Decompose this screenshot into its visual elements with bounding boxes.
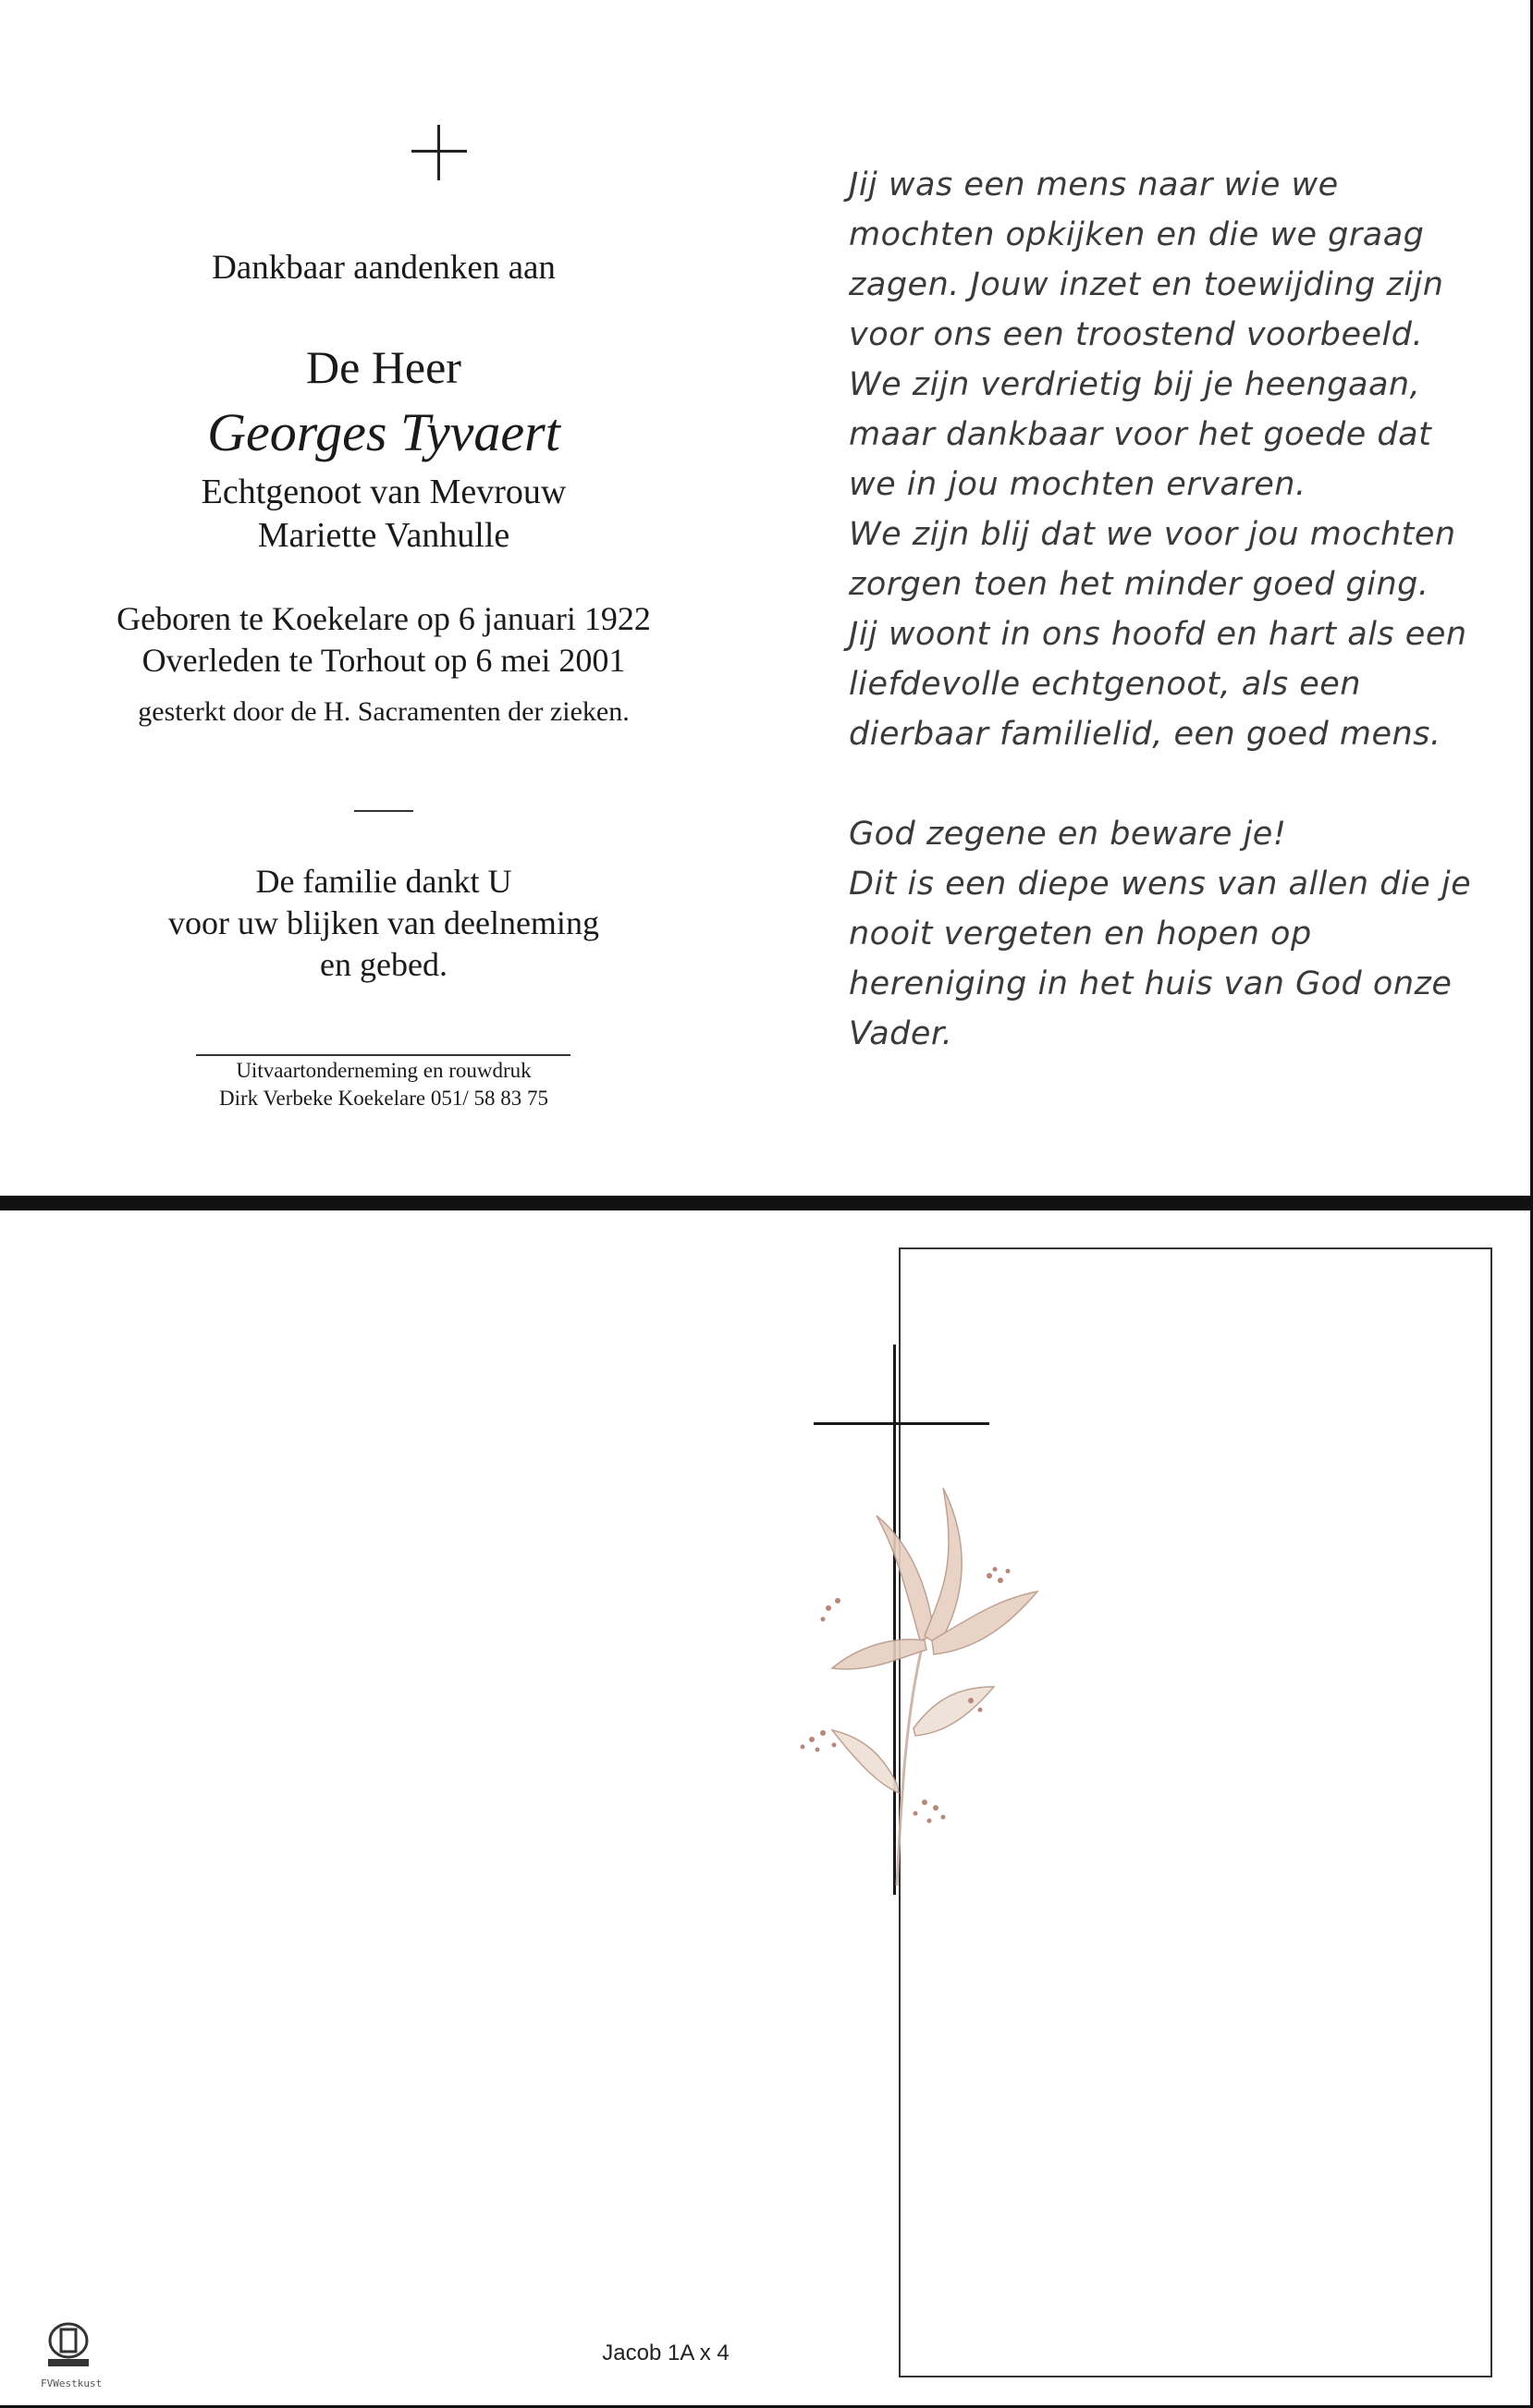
lily-flower-icon bbox=[795, 1488, 1073, 1895]
poem-line: We zijn verdrietig bij je heengaan, bbox=[849, 366, 1421, 403]
card-inside bbox=[0, 0, 1533, 1196]
poem-line: liefdevolle echtgenoot, als een bbox=[849, 666, 1361, 703]
poem-line: zorgen toen het minder goed ging. bbox=[849, 566, 1429, 603]
poem-line: Vader. bbox=[849, 1015, 953, 1052]
sacraments-line: gesterkt door de H. Sacramenten der zieken. bbox=[138, 696, 630, 727]
divider-short bbox=[354, 810, 413, 812]
poem-line: dierbaar familielid, een goed mens. bbox=[849, 716, 1441, 753]
spouse-line-1: Echtgenoot van Mevrouw bbox=[201, 473, 567, 511]
card-outside bbox=[0, 1210, 1533, 2408]
thanks-line-2: voor uw blijken van deelneming bbox=[168, 904, 599, 941]
poem-line: mochten opkijken en die we graag bbox=[849, 216, 1425, 253]
poem-line: Dit is een diepe wens van allen die je bbox=[849, 866, 1472, 903]
poem-line: hereniging in het huis van God onze bbox=[849, 965, 1453, 1002]
cross-icon bbox=[411, 125, 467, 180]
printer-logo-icon bbox=[44, 2318, 92, 2370]
card-code: Jacob 1A x 4 bbox=[602, 2340, 730, 2365]
thanks-line-3: en gebed. bbox=[320, 946, 448, 983]
spouse-line-2: Mariette Vanhulle bbox=[257, 516, 510, 555]
poem-line: nooit vergeten en hopen op bbox=[849, 915, 1312, 952]
watermark: FVWestkust bbox=[41, 2377, 103, 2390]
poem-line: Jij was een mens naar wie we bbox=[849, 166, 1339, 203]
thanks-line-1: De familie dankt U bbox=[255, 863, 512, 900]
intro-line: Dankbaar aandenken aan bbox=[212, 249, 556, 287]
funeral-home-line-1: Uitvaartonderneming en rouwdruk bbox=[236, 1059, 532, 1082]
stanza-gap bbox=[849, 759, 1496, 809]
deceased-name: Georges Tyvaert bbox=[207, 402, 560, 462]
cross-icon-bar bbox=[814, 1422, 989, 1425]
funeral-home-line-2: Dirk Verbeke Koekelare 051/ 58 83 75 bbox=[219, 1087, 548, 1110]
poem-line: zagen. Jouw inzet en toewijding zijn bbox=[849, 266, 1444, 303]
poem-line: maar dankbaar voor het goede dat bbox=[849, 416, 1432, 453]
poem-line: voor ons een troostend voorbeeld. bbox=[849, 316, 1424, 353]
honorific: De Heer bbox=[306, 341, 461, 393]
card-separator bbox=[0, 1196, 1533, 1210]
poem-line: We zijn blij dat we voor jou mochten bbox=[849, 516, 1456, 553]
poem-line: we in jou mochten ervaren. bbox=[849, 466, 1306, 503]
poem bbox=[849, 160, 1496, 1059]
birth-line: Geboren te Koekelare op 6 januari 1922 bbox=[117, 600, 651, 637]
divider-long bbox=[196, 1054, 570, 1056]
death-line: Overleden te Torhout op 6 mei 2001 bbox=[141, 642, 626, 679]
poem-line: God zegene en beware je! bbox=[849, 816, 1287, 853]
poem-line: Jij woont in ons hoofd en hart als een bbox=[849, 616, 1467, 653]
